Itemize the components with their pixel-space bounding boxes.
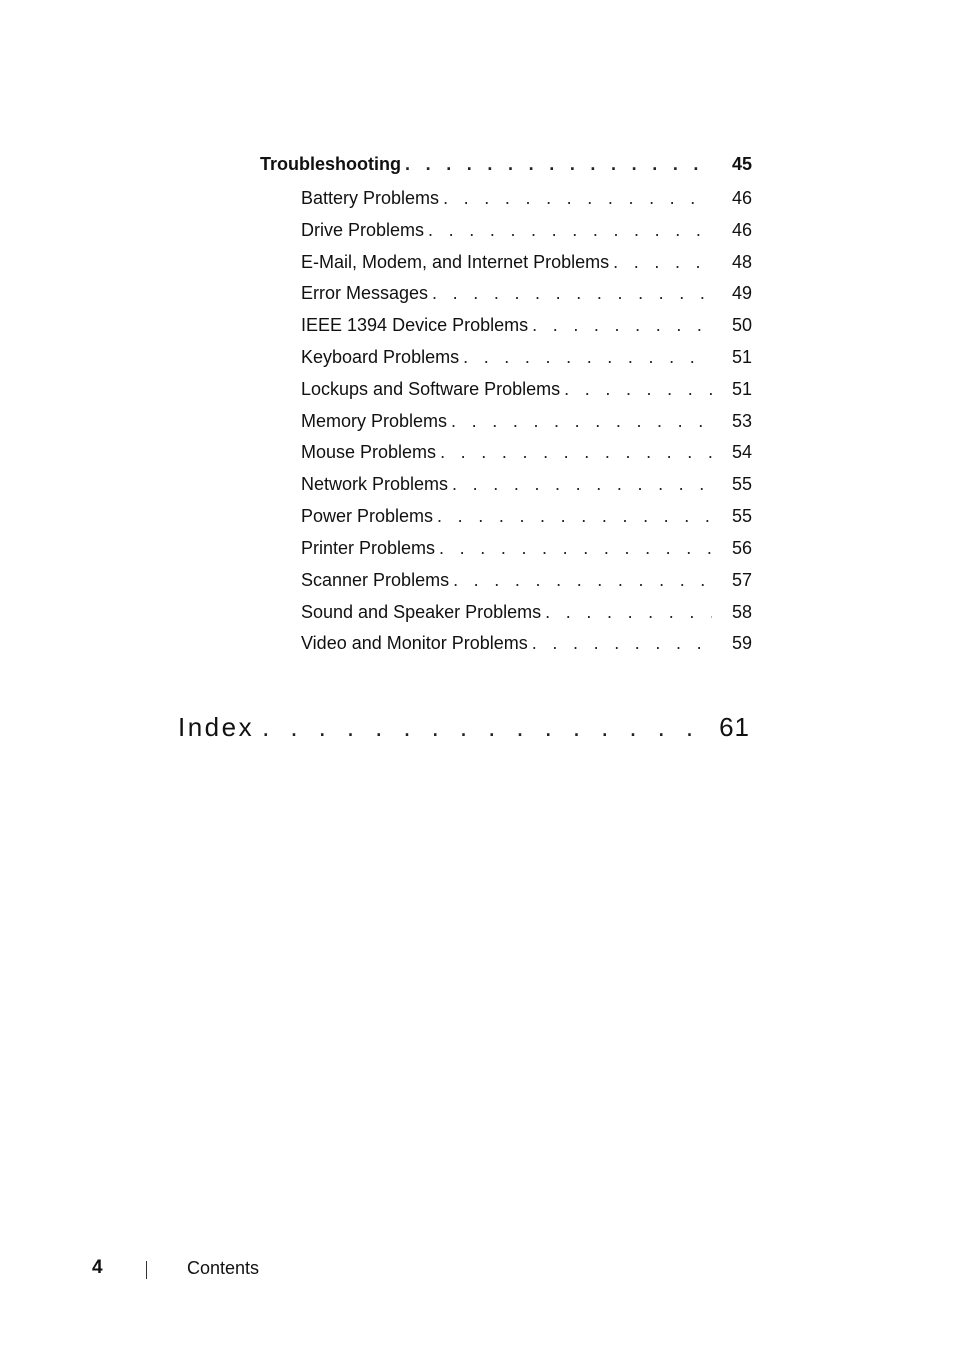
toc-page-number: 61 xyxy=(719,712,750,742)
toc-item[interactable] xyxy=(301,315,752,336)
toc-page-number: 53 xyxy=(731,411,752,431)
toc-item-label: Drive Problems xyxy=(301,220,425,240)
toc-item-label: Memory Problems xyxy=(301,411,448,431)
dot-leader xyxy=(440,442,712,463)
dot-leader xyxy=(532,633,712,654)
toc-item[interactable] xyxy=(301,570,752,591)
dot-leader xyxy=(463,347,712,368)
footer-running-title: Contents xyxy=(187,1258,260,1278)
toc-page-number: 55 xyxy=(731,506,752,526)
toc-page-number: 48 xyxy=(731,252,752,272)
toc-item[interactable] xyxy=(301,506,752,527)
toc-chapter-index[interactable] xyxy=(178,712,750,743)
dot-leader xyxy=(564,379,712,400)
toc-item-label: E-Mail, Modem, and Internet Problems xyxy=(301,252,610,272)
toc-page-number: 50 xyxy=(731,315,752,335)
toc-item[interactable] xyxy=(301,602,752,623)
toc-item-label: Battery Problems xyxy=(301,188,440,208)
toc-item[interactable] xyxy=(301,474,752,495)
toc-item[interactable] xyxy=(301,283,752,304)
toc-item-label: Video and Monitor Problems xyxy=(301,633,528,653)
dot-leader xyxy=(439,538,712,559)
toc-item-label: Error Messages xyxy=(301,283,429,303)
toc-item-label: Keyboard Problems xyxy=(301,347,460,367)
dot-leader xyxy=(532,315,712,336)
dot-leader xyxy=(432,283,712,304)
toc-item[interactable] xyxy=(301,442,752,463)
toc-item[interactable] xyxy=(301,411,752,432)
page-footer xyxy=(0,1257,954,1285)
toc-item-label: Power Problems xyxy=(301,506,434,526)
toc-item-label: Scanner Problems xyxy=(301,570,450,590)
dot-leader xyxy=(443,188,712,209)
toc-item[interactable] xyxy=(301,347,752,368)
toc-page-number: 46 xyxy=(731,220,752,240)
dot-leader xyxy=(453,570,712,591)
dot-leader xyxy=(451,411,712,432)
toc-page-number: 45 xyxy=(731,154,752,174)
toc-page-number: 57 xyxy=(731,570,752,590)
toc-item[interactable] xyxy=(301,633,752,654)
toc-page-number: 54 xyxy=(731,442,752,462)
dot-leader xyxy=(437,506,712,527)
toc-item[interactable] xyxy=(301,188,752,209)
toc-item[interactable] xyxy=(301,220,752,241)
toc-item[interactable] xyxy=(301,538,752,559)
toc-page-number: 51 xyxy=(731,379,752,399)
dot-leader xyxy=(428,220,712,241)
dot-leader xyxy=(262,712,716,743)
toc-page-number: 56 xyxy=(731,538,752,558)
dot-leader xyxy=(405,154,712,175)
toc-item-label: Mouse Problems xyxy=(301,442,437,462)
toc-section-title: Troubleshooting xyxy=(260,154,401,174)
toc-page-number: 58 xyxy=(731,602,752,622)
toc-page-number: 51 xyxy=(731,347,752,367)
dot-leader xyxy=(613,252,712,273)
dot-leader xyxy=(545,602,712,623)
toc-item[interactable] xyxy=(301,379,752,400)
toc-page-number: 46 xyxy=(731,188,752,208)
toc-item-label: Sound and Speaker Problems xyxy=(301,602,542,622)
footer-page-number: 4 xyxy=(92,1257,103,1278)
toc-page-number: 49 xyxy=(731,283,752,303)
toc-item-label: Network Problems xyxy=(301,474,449,494)
toc-item-label: IEEE 1394 Device Problems xyxy=(301,315,529,335)
dot-leader xyxy=(452,474,712,495)
toc-page-number: 59 xyxy=(731,633,752,653)
toc-page-number: 55 xyxy=(731,474,752,494)
toc-section-troubleshooting[interactable] xyxy=(260,154,752,175)
footer-separator xyxy=(146,1261,147,1279)
toc-chapter-title: Index xyxy=(178,712,255,742)
toc-item[interactable] xyxy=(301,252,752,273)
toc-item-label: Lockups and Software Problems xyxy=(301,379,561,399)
toc-item-label: Printer Problems xyxy=(301,538,436,558)
